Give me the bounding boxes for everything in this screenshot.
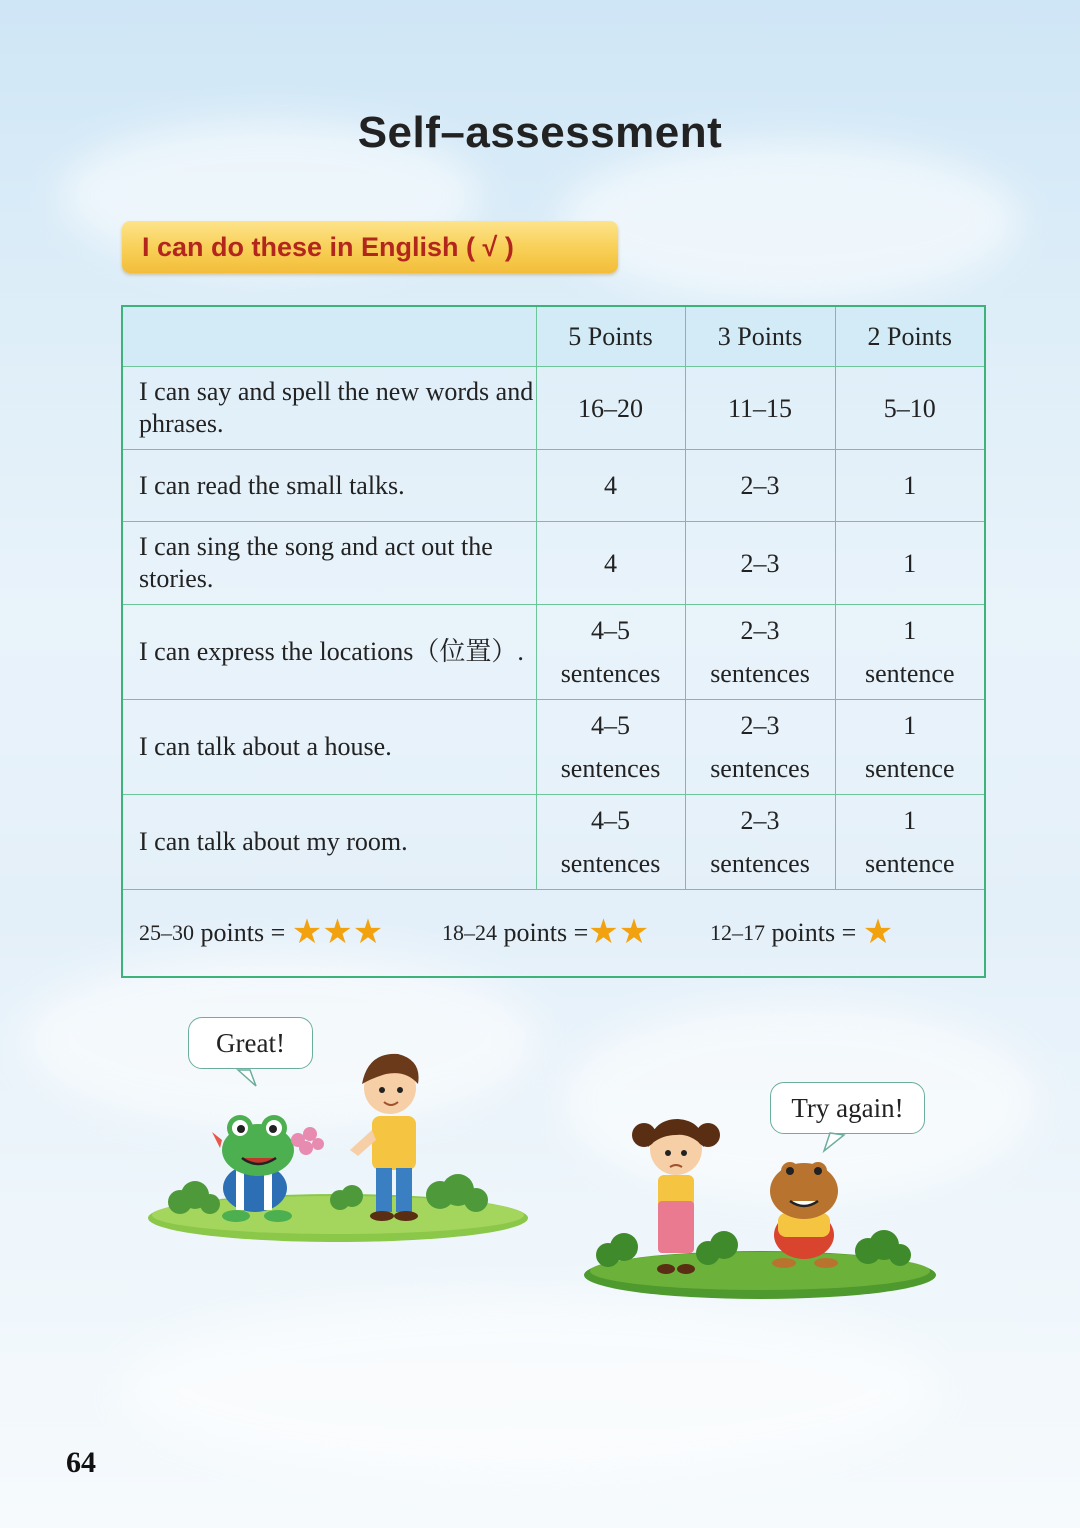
score-2-cell bbox=[835, 605, 985, 700]
score-unit: sentences bbox=[560, 849, 661, 878]
score-value: 16–20 bbox=[578, 393, 643, 423]
legend-equals: = bbox=[841, 918, 857, 947]
assessment-table bbox=[121, 305, 986, 978]
table-row bbox=[122, 450, 985, 522]
legend-equals: = bbox=[270, 918, 286, 947]
score-2-cell bbox=[835, 367, 985, 450]
skill-description: I can sing the song and act out the stories. bbox=[122, 522, 536, 605]
legend-item-three-stars bbox=[139, 916, 442, 950]
score-3-cell bbox=[685, 450, 835, 522]
legend-item-one-star bbox=[710, 916, 893, 950]
header-cell-5-points: 5 Points bbox=[536, 306, 685, 367]
score-value: 4 bbox=[604, 471, 617, 500]
page-title: Self–assessment bbox=[357, 108, 723, 157]
score-3-cell bbox=[685, 367, 835, 450]
score-5-cell bbox=[536, 700, 685, 795]
header-cell-2-points: 2 Points bbox=[835, 306, 985, 367]
score-unit: sentences bbox=[710, 849, 810, 878]
score-2-cell bbox=[835, 522, 985, 605]
score-legend bbox=[139, 916, 984, 950]
legend-range: 12–17 bbox=[710, 920, 765, 945]
page-number: 64 bbox=[66, 1446, 96, 1479]
legend-range: 25–30 bbox=[139, 920, 194, 945]
skill-description: I can say and spell the new words and phrases. bbox=[122, 367, 536, 450]
score-unit: sentence bbox=[864, 659, 955, 688]
star-icon: ★★ bbox=[588, 914, 650, 951]
score-value: 2–3 bbox=[740, 616, 780, 645]
skill-description: I can express the locations（位置）. bbox=[122, 605, 536, 700]
table-row bbox=[122, 795, 985, 890]
score-value: 1 bbox=[903, 806, 917, 835]
header-row bbox=[122, 306, 985, 367]
score-2-cell bbox=[835, 450, 985, 522]
legend-word: points bbox=[200, 918, 265, 947]
score-value: 1 bbox=[903, 711, 917, 740]
legend-word: points bbox=[503, 918, 568, 947]
score-unit: sentences bbox=[560, 754, 661, 783]
score-5-cell bbox=[536, 522, 685, 605]
score-2-cell bbox=[835, 795, 985, 890]
bubble-text: Try again! bbox=[791, 1093, 904, 1123]
table-row bbox=[122, 605, 985, 700]
score-value: 11–15 bbox=[727, 393, 793, 423]
legend-range: 18–24 bbox=[442, 920, 497, 945]
score-unit: sentence bbox=[864, 849, 955, 878]
background-cloud bbox=[120, 1300, 940, 1480]
score-3-cell bbox=[685, 795, 835, 890]
score-5-cell bbox=[536, 367, 685, 450]
skill-description: I can read the small talks. bbox=[122, 450, 536, 522]
score-unit: sentences bbox=[710, 754, 810, 783]
legend-row bbox=[122, 890, 985, 978]
frog-and-boy-illustration bbox=[140, 1040, 540, 1250]
score-unit: sentence bbox=[864, 754, 955, 783]
legend-word: points bbox=[771, 918, 836, 947]
skill-description: I can talk about my room. bbox=[122, 795, 536, 890]
girl-and-toad-illustration bbox=[578, 1105, 948, 1305]
score-unit: sentences bbox=[710, 659, 810, 688]
score-value: 1 bbox=[903, 548, 917, 578]
score-value: 1 bbox=[903, 616, 917, 645]
score-value: 4–5 bbox=[591, 711, 630, 740]
header-cell-empty bbox=[122, 306, 536, 367]
score-3-cell bbox=[685, 700, 835, 795]
score-value: 1 bbox=[903, 471, 917, 500]
legend-item-two-stars bbox=[442, 916, 710, 950]
skill-description: I can talk about a house. bbox=[122, 700, 536, 795]
score-2-cell bbox=[835, 700, 985, 795]
score-5-cell bbox=[536, 605, 685, 700]
star-icon: ★★★ bbox=[291, 914, 384, 951]
background-cloud bbox=[560, 140, 1020, 300]
legend-cell bbox=[122, 890, 985, 978]
score-value: 2–3 bbox=[740, 711, 780, 740]
score-value: 2–3 bbox=[740, 471, 780, 500]
score-3-cell bbox=[685, 605, 835, 700]
legend-equals: = bbox=[573, 918, 589, 947]
score-5-cell bbox=[536, 795, 685, 890]
score-value: 2–3 bbox=[740, 806, 780, 835]
star-icon: ★ bbox=[862, 914, 894, 951]
score-unit: sentences bbox=[560, 659, 661, 688]
section-banner bbox=[122, 221, 618, 273]
table-row bbox=[122, 522, 985, 605]
score-value: 2–3 bbox=[740, 548, 780, 578]
bubble-text: Great! bbox=[216, 1028, 285, 1058]
table-row bbox=[122, 700, 985, 795]
score-value: 4–5 bbox=[591, 806, 630, 835]
score-3-cell bbox=[685, 522, 835, 605]
banner-label: I can do these in English ( √ ) bbox=[142, 231, 514, 262]
score-value: 4 bbox=[604, 548, 617, 578]
header-cell-3-points: 3 Points bbox=[685, 306, 835, 367]
score-5-cell bbox=[536, 450, 685, 522]
score-value: 4–5 bbox=[591, 616, 630, 645]
score-value: 5–10 bbox=[883, 393, 936, 423]
table-row bbox=[122, 367, 985, 450]
